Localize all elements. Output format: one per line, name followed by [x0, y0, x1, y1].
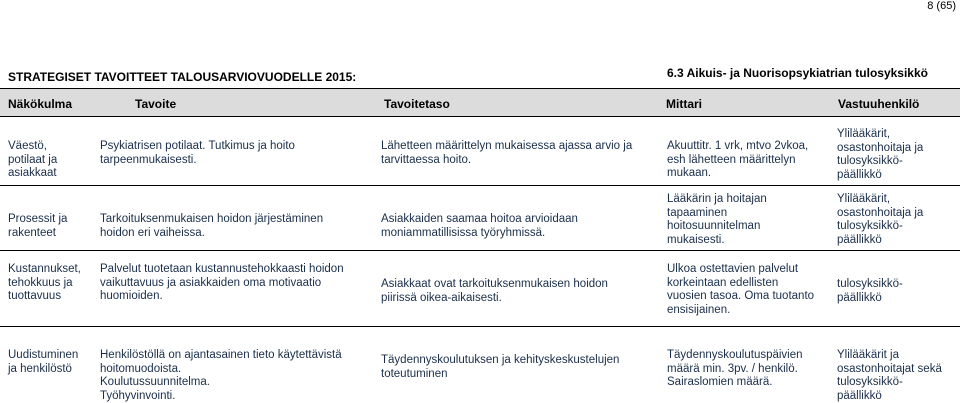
perspective-cell: Kustannukset, tehokkuus ja tuottavuus [8, 263, 81, 302]
row-divider [0, 185, 960, 186]
responsible-cell: tulosyksikkö- päällikkö [837, 278, 903, 304]
responsible-cell: Ylilääkärit, osastonhoitaja ja tulosyksikkö- päällikkö [837, 128, 924, 181]
goal-cell: Tarkoituksenmukaisen hoidon järjestäminen hoidon eri vaiheissa. [100, 213, 324, 239]
row-divider [0, 326, 960, 327]
document-heading: STRATEGISET TAVOITTEET TALOUSARVIOVUODELLE 2015: [8, 70, 357, 84]
metric-cell: Täydennyskoulutuspäivien määrä min. 3pv. / henkilö. Sairaslomien määrä. [667, 349, 803, 388]
perspective-cell: Uudistuminen ja henkilöstö [8, 349, 79, 375]
page-number: 8 (65) [927, 0, 956, 12]
responsible-cell: Ylilääkärit ja osastonhoitajat sekä tulosyksikkö- päällikkö [837, 349, 942, 402]
perspective-cell: Prosessit ja rakenteet [8, 213, 68, 239]
target-cell: Asiakkaiden saamaa hoitoa arvioidaan moniammatillisissa työryhmissä. [381, 213, 578, 239]
responsible-cell: Ylilääkärit, osastonhoitaja ja tulosyksikkö- päällikkö [837, 193, 924, 246]
metric-cell: Lääkärin ja hoitajan tapaaminen hoitosuunnitelman mukaisesti. [667, 193, 767, 246]
goal-cell: Palvelut tuotetaan kustannustehokkaasti hoidon vaikuttavuus ja asiakkaiden oma motivaatio huomioiden. [100, 263, 344, 302]
target-cell: Lähetteen määrittelyn mukaisessa ajassa arvio ja tarvittaessa hoito. [381, 140, 633, 166]
unit-heading: 6.3 Aikuis- ja Nuorisopsykiatrian tulosyksikkö [667, 66, 928, 80]
perspective-cell: Väestö, potilaat ja asiakkaat [8, 140, 58, 179]
target-cell: Asiakkaat ovat tarkoituksenmukaisen hoidon piirissä oikea-aikaisesti. [381, 278, 608, 304]
column-header-goal: Tavoite [135, 97, 177, 111]
row-divider [0, 250, 960, 251]
metric-cell: Ulkoa ostettavien palvelut korkeintaan edellisten vuosien tasoa. Oma tuotanto ensisijainen. [667, 263, 815, 316]
goal-cell: Psykiatrisen potilaat. Tutkimus ja hoito tarpeenmukaisesti. [100, 140, 295, 166]
column-header-responsible: Vastuuhenkilö [838, 97, 920, 111]
goal-cell: Henkilöstöllä on ajantasainen tieto käytettävistä hoitomuodoista. Koulutussuunnitelma. Työhyvinvointi. [100, 349, 342, 402]
column-header-target: Tavoitetaso [384, 97, 450, 111]
metric-cell: Akuuttitr. 1 vrk, mtvo 2vkoa, esh lähetteen määrittelyn mukaan. [667, 140, 809, 179]
column-header-perspective: Näkökulma [8, 97, 73, 111]
column-header-metric: Mittari [666, 97, 702, 111]
target-cell: Täydennyskoulutuksen ja kehityskeskustelujen toteutuminen [381, 354, 620, 380]
